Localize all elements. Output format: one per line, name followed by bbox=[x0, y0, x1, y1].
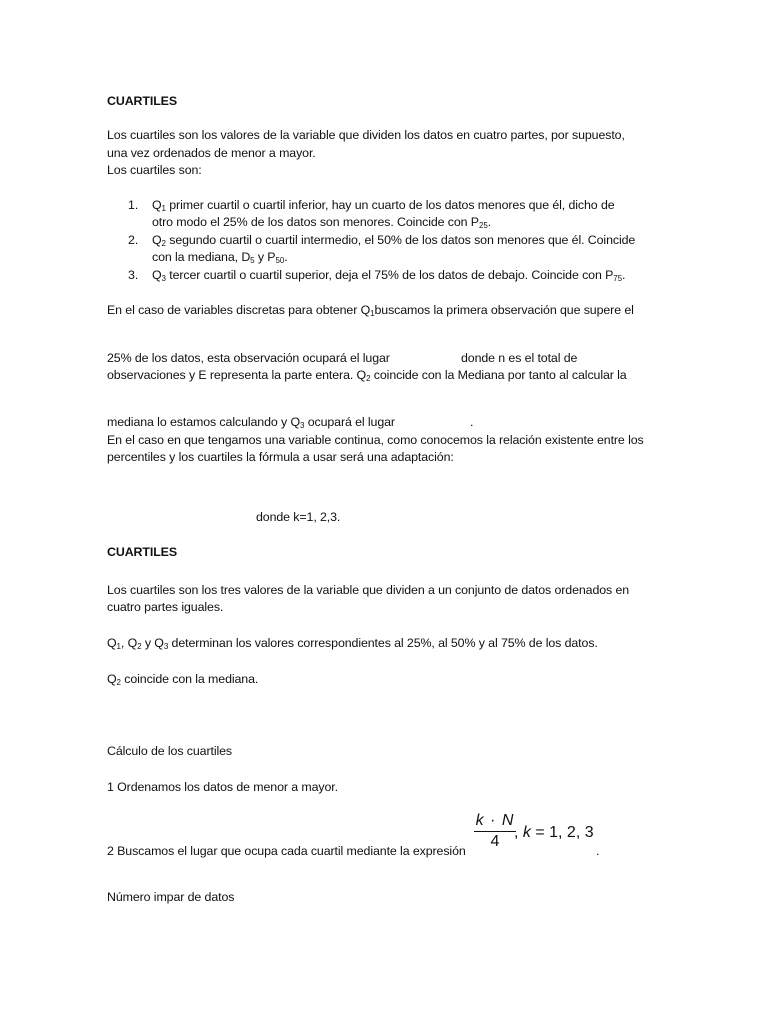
median-line: $Q_2$ coincide con la mediana. bbox=[107, 672, 259, 687]
paragraph-line: cuatro partes iguales. bbox=[107, 600, 224, 614]
list-item-line: con la mediana, $D_5$ y $P_{50}$. bbox=[152, 250, 288, 265]
formula-tail: , k = 1, 2, 3 bbox=[514, 824, 594, 841]
paragraph-line: En el caso en que tengamos una variable continua, como conocemos la relación existente entre los bbox=[107, 433, 644, 447]
quartiles-line: $Q_1$, $Q_2$ y $Q_3$ determinan los valores correspondientes al 25%, al 50% y al 75% de los datos. bbox=[107, 636, 598, 651]
list-number: 3. bbox=[128, 268, 139, 282]
section-title: CUARTILES bbox=[107, 545, 178, 559]
formula-numerator: k · N bbox=[475, 812, 515, 829]
fraction-bar bbox=[474, 831, 516, 832]
calc-step-2-end: . bbox=[596, 844, 600, 858]
list-item-line: $Q_2$ segundo cuartil o cuartil intermedio, el 50% de los datos son menores que él. Coincide bbox=[152, 233, 636, 248]
calc-title: Cálculo de los cuartiles bbox=[107, 744, 233, 758]
paragraph-line: mediana lo estamos calculando y $Q_3$ ocupará el lugar bbox=[107, 415, 395, 430]
list-item-line: otro modo el 25% de los datos son menores. Coincide con $P_{25}$. bbox=[152, 215, 492, 230]
odd-data-title: Número impar de datos bbox=[107, 890, 235, 904]
list-item-line: $Q_1$ primer cuartil o cuartil inferior, hay un cuarto de los datos menores que él, dicho de bbox=[152, 198, 615, 213]
calc-step-2: 2 Buscamos el lugar que ocupa cada cuartil mediante la expresión bbox=[107, 844, 466, 858]
paragraph-line: Los cuartiles son los tres valores de la variable que dividen a un conjunto de datos ordenados en bbox=[107, 583, 630, 597]
paragraph-line: donde n es el total de bbox=[461, 351, 578, 365]
quartile-position-formula bbox=[474, 812, 604, 852]
intro-text-line: Los cuartiles son: bbox=[107, 163, 202, 177]
calc-step-1: 1 Ordenamos los datos de menor a mayor. bbox=[107, 780, 338, 794]
paragraph-line: observaciones y E representa la parte entera. $Q_2$ coincide con la Mediana por tanto al calcular la bbox=[107, 368, 627, 383]
list-number: 1. bbox=[128, 198, 139, 212]
paragraph-line: percentiles y los cuartiles la fórmula a usar será una adaptación: bbox=[107, 450, 454, 464]
list-item-line: $Q_3$ tercer cuartil o cuartil superior, deja el 75% de los datos de debajo. Coincide con $P_{75}$. bbox=[152, 268, 626, 283]
paragraph-line: . bbox=[470, 415, 474, 429]
formula-denominator: 4 bbox=[490, 833, 500, 850]
intro-text-line: una vez ordenados de menor a mayor. bbox=[107, 146, 316, 160]
list-number: 2. bbox=[128, 233, 139, 247]
intro-text-line: Los cuartiles son los valores de la variable que dividen los datos en cuatro partes, por supuesto, bbox=[107, 128, 625, 142]
section-title: CUARTILES bbox=[107, 94, 178, 108]
formula-fraction bbox=[474, 812, 516, 851]
k-values-text: donde k=1, 2,3. bbox=[256, 510, 341, 524]
paragraph-line: En el caso de variables discretas para obtener $Q_1buscamos$ la primera observación que supere el bbox=[107, 303, 634, 318]
paragraph-line: 25% de los datos, esta observación ocupará el lugar bbox=[107, 351, 390, 365]
